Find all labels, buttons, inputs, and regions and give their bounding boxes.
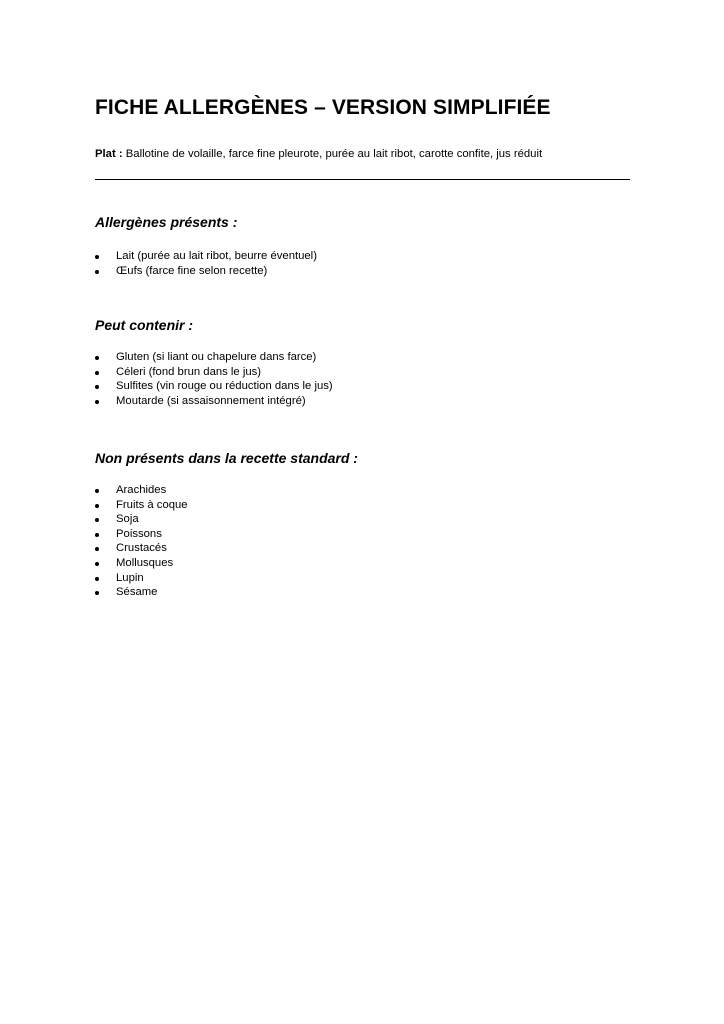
section-heading-presents: Allergènes présents : <box>95 214 238 230</box>
list-item-text: Céleri (fond brun dans le jus) <box>116 365 262 378</box>
list-item-text: Arachides <box>116 484 167 496</box>
bullet-icon <box>95 255 99 259</box>
bullet-icon <box>95 385 99 389</box>
list-item-text: Soja <box>116 513 139 526</box>
bullet-icon <box>95 577 99 581</box>
bullet-icon <box>95 547 99 551</box>
list-item-text: Gluten (si liant ou chapelure dans farce) <box>116 351 317 363</box>
plat-line <box>95 148 542 160</box>
bullet-icon <box>95 489 99 493</box>
list-item-text: Sulfites (vin rouge ou réduction dans le jus) <box>116 380 333 393</box>
section-heading-peut-contenir: Peut contenir : <box>95 317 194 333</box>
list-item-text: Poissons <box>116 527 162 540</box>
list-item-text: Sésame <box>116 586 158 599</box>
bullet-icon <box>95 591 99 595</box>
bullet-icon <box>95 562 99 566</box>
plat-label: Plat : <box>95 148 123 160</box>
bullet-icon <box>95 504 99 508</box>
bullet-icon <box>95 371 99 375</box>
list-item-text: Mollusques <box>116 556 174 569</box>
document-title: FICHE ALLERGÈNES – VERSION SIMPLIFIÉE <box>95 96 551 119</box>
list-item-text: Œufs (farce fine selon recette) <box>116 264 268 277</box>
bullet-icon <box>95 270 99 274</box>
bullet-icon <box>95 533 99 537</box>
section-heading-non-presents: Non présents dans la recette standard : <box>95 450 358 466</box>
bullet-icon <box>95 518 99 522</box>
horizontal-rule <box>95 179 630 180</box>
list-item-text: Lupin <box>116 571 144 584</box>
list-item-text: Crustacés <box>116 542 167 555</box>
bullet-icon <box>95 356 99 360</box>
plat-value: Ballotine de volaille, farce fine pleurote, purée au lait ribot, carotte confite, jus réduit <box>125 148 543 160</box>
list-item-text: Moutarde (si assaisonnement intégré) <box>116 394 306 407</box>
bullet-icon <box>95 400 99 404</box>
list-item-text: Lait (purée au lait ribot, beurre éventuel) <box>116 250 317 262</box>
list-item-text: Fruits à coque <box>116 498 188 511</box>
